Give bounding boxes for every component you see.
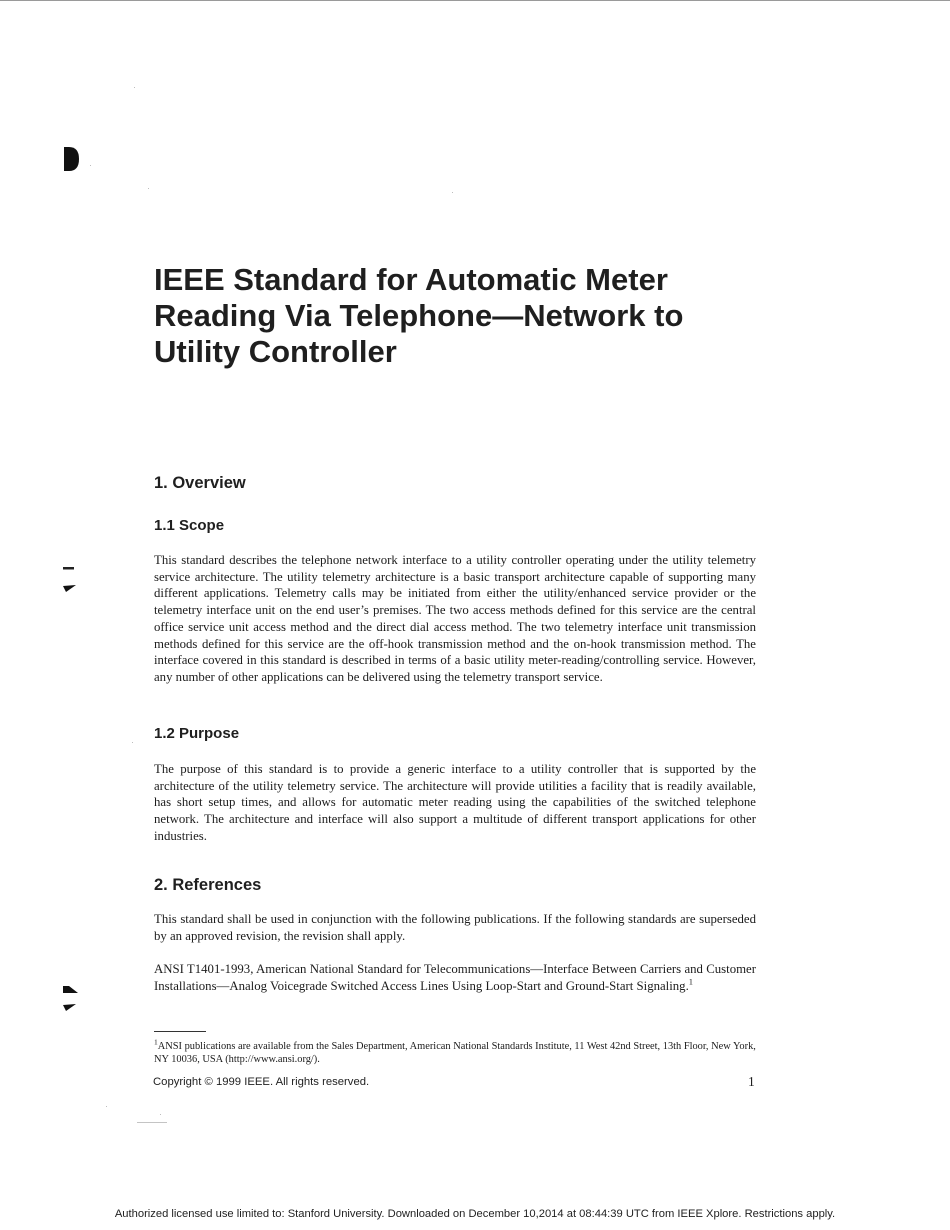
- page-number: 1: [748, 1074, 755, 1089]
- purpose-paragraph: The purpose of this standard is to provide a generic interface to a utility controller that is supported by the architecture of the utility telemetry service. The architecture will provide utilities a facility that is readily available, has short setup times, and allows for automatic meter reading using the capabilities of the switched telephone network. The architecture and interface will also support a multitude of different transport applications for other industries.: [154, 762, 756, 843]
- scan-arrow-mark-icon: [63, 1004, 77, 1012]
- scan-speck: [452, 192, 453, 193]
- scan-speck: [132, 742, 133, 743]
- footnote-separator: [154, 1031, 206, 1032]
- scan-speck: [134, 87, 135, 88]
- page-top-edge: [0, 0, 950, 1]
- footnote: [154, 1037, 758, 1066]
- scan-arrow-mark-icon: [63, 986, 79, 994]
- heading-overview: 1. Overview: [154, 474, 246, 492]
- heading-purpose: 1.2 Purpose: [154, 725, 240, 742]
- footnote-reference-marker[interactable]: 1: [688, 976, 694, 987]
- references-intro-paragraph: This standard shall be used in conjunction with the following publications. If the following standards are superseded by an approved revision, the revision shall apply.: [154, 912, 756, 943]
- heading-references: 2. References: [154, 876, 262, 894]
- ansi-reference-text: ANSI T1401-1993, American National Standard for Telecommunications—Interface Between Carriers and Customer Installations—Analog Voicegrade Switched Access Lines Using Loop-Start and Ground-Start Signaling.: [154, 962, 756, 993]
- footnote-text: ANSI publications are available from the Sales Department, American National Standards Institute, 11 West 42nd Street, 13th Floor, New York, NY 10036, USA (http://www.ansi.org/).: [154, 1041, 756, 1065]
- license-notice: Authorized licensed use limited to: Stanford University. Downloaded on December 10,2014 at 08:44:39 UTC from IEEE Xplore. Restrictions apply.: [114, 1208, 836, 1220]
- heading-scope: 1.1 Scope: [154, 517, 225, 534]
- scan-arrow-mark-icon: [63, 585, 77, 593]
- scan-smudge-line: [137, 1122, 167, 1123]
- scan-registration-mark-icon: [64, 147, 80, 171]
- scan-speck: [160, 1114, 161, 1115]
- document-title: IEEE Standard for Automatic Meter Reading Via Telephone—Network to Utility Controller: [154, 262, 684, 369]
- scan-dash-mark-icon: [63, 567, 75, 571]
- scan-speck: [148, 188, 149, 189]
- scope-paragraph: This standard describes the telephone network interface to a utility controller operating under the utility telemetry service architecture. The utility telemetry architecture is a basic transport architecture capable of supporting many different applications. Telemetry calls may be initiated from either the utility/enhanced service provider or the telemetry interface unit on the end user’s premises. The two access methods defined for this service are the central office service unit access method and the direct dial access method. The two telemetry interface unit transmission methods defined for this service are the off-hook transmission method and the on-hook transmission method. The interface covered in this standard is described in terms of a basic utility meter-reading/controlling service. However, any number of other applications can be delivered using the telemetry transport service.: [154, 553, 756, 684]
- scan-speck: [106, 1106, 107, 1107]
- footnote-marker: 1: [154, 1037, 158, 1047]
- ansi-reference-entry: [154, 961, 756, 994]
- scan-speck: [90, 165, 91, 166]
- copyright-notice: Copyright © 1999 IEEE. All rights reserved.: [153, 1076, 370, 1088]
